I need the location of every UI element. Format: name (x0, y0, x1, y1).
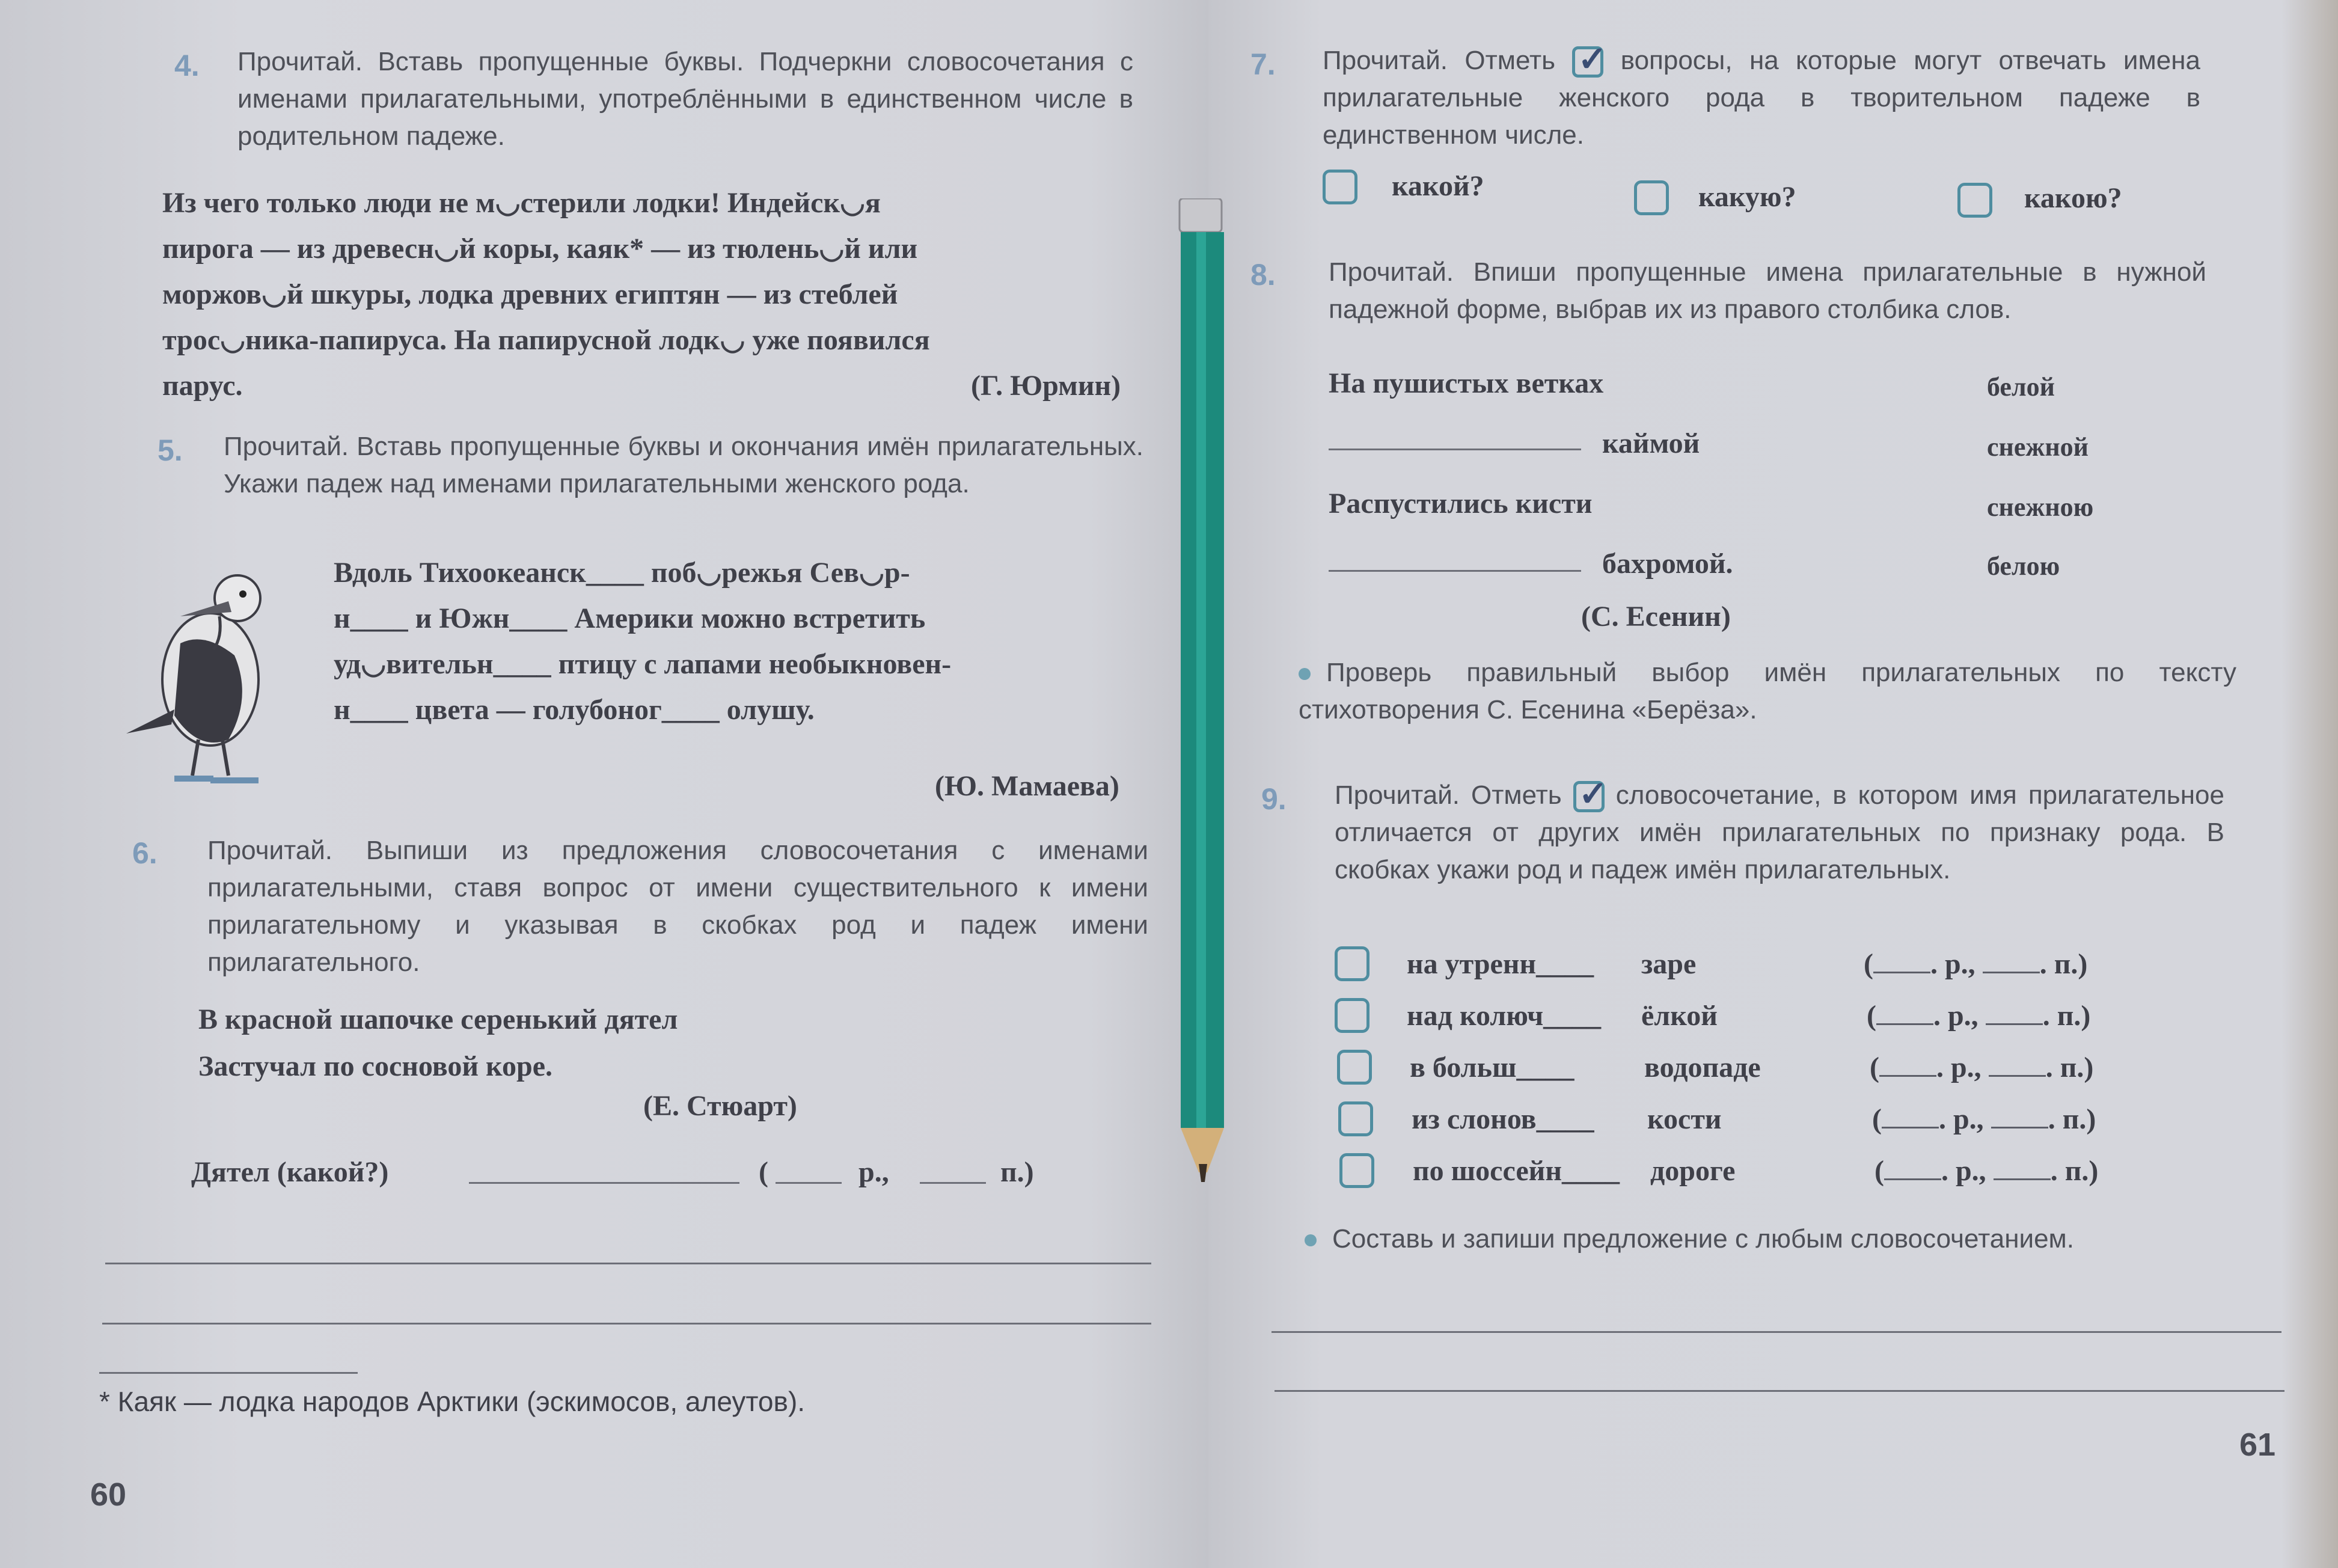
poem-line-1: На пушистых ветках (1329, 367, 1604, 399)
exercise-6-instruction: Прочитай. Выпиши из предложения словосочетания с именами прилагательными, ставя вопрос от имени существительного к имени прилагательному и указывая в скобках род и падеж имени прилагательного. (207, 836, 1148, 977)
page-number-60: 60 (90, 1477, 127, 1513)
exercise-6-poem-line-2: Застучал по сосновой коре. (198, 1050, 553, 1082)
exercise-7-instruction-before: Прочитай. Отметь (1323, 46, 1556, 75)
page-number-61: 61 (2239, 1427, 2276, 1463)
sample-checked-box-9 (1573, 774, 1608, 814)
word-choice-2: снежной (1987, 432, 2089, 462)
check-note-text: Проверь правильный выбор имён прилагательных по тексту стихотворения С. Есенина «Берёза». (1299, 658, 2236, 724)
writing-line-3[interactable] (1272, 1331, 2281, 1333)
exercise-5-line-2: н____ и Южн____ Америки можно встретить (334, 602, 926, 634)
exercise-6-gender-blank[interactable] (776, 1182, 842, 1184)
row-1-noun: заре (1641, 948, 1697, 980)
exercise-8-check-note (1299, 654, 2236, 729)
row-5-noun: дороге (1650, 1155, 1736, 1187)
row-2-paren: ( . р., . п.) (1867, 1000, 2091, 1032)
exercise-6-p-label: п.) (1000, 1156, 1034, 1188)
exercise-6-answer-blank[interactable] (469, 1182, 739, 1184)
exercise-5-text (334, 550, 1145, 733)
row-2-noun: ёлкой (1641, 1000, 1718, 1032)
exercise-4-line-4: трос◡ника-папируса. На папирусной лодк◡ уже появился (162, 324, 930, 356)
option-kakuyu: какую? (1698, 181, 1796, 213)
exercise-7-number: 7. (1250, 47, 1276, 81)
word-choice-4: белою (1987, 551, 2060, 581)
row-5-paren: ( . р., . п.) (1874, 1155, 2099, 1187)
exercise-4-author: (Г. Юрмин) (971, 370, 1121, 402)
poem-line-3: Распустились кисти (1329, 488, 1593, 519)
writing-line-2[interactable] (102, 1323, 1151, 1325)
exercise-7-instruction-after: вопросы, на которые могут отвечать имена прилагательные женского рода в творительном падеже в единственном числе. (1323, 46, 2200, 150)
exercise-5-instruction: Прочитай. Вставь пропущенные буквы и окончания имён прилагательных. Укажи падеж над именами прилагательными женского рода. (224, 432, 1143, 498)
row-2-adj: над колюч____ (1407, 1000, 1602, 1032)
writing-line-1[interactable] (105, 1263, 1151, 1264)
row-4-paren: ( . р., . п.) (1872, 1103, 2096, 1135)
exercise-4-line-1: Из чего только люди не м◡стерили лодки! Индейск◡я (162, 187, 881, 219)
poem-line-2: каймой (1602, 427, 1700, 459)
exercise-7-instruction (1323, 42, 2200, 154)
check-mark-icon: ✓ (1578, 40, 1607, 79)
exercise-9-instruction (1335, 774, 2224, 889)
exercise-8-number: 8. (1250, 258, 1276, 292)
row-1-paren: ( . р., . п.) (1864, 948, 2088, 980)
exercise-6-number: 6. (132, 836, 158, 870)
exercise-5-line-4: н____ цвета — голубоног____ олушу. (334, 694, 815, 726)
exercise-5-line-3: уд◡вительн____ птицу с лапами необыкновен- (334, 648, 952, 680)
poem-line-4: бахромой. (1602, 548, 1733, 580)
exercise-4-instruction: Прочитай. Вставь пропущенные буквы. Подчеркни словосочетания с именами прилагательными, употреблёнными в единственном числе в родительном падеже. (237, 47, 1133, 151)
checkbox-row-5[interactable] (1339, 1153, 1374, 1188)
checkbox-row-1[interactable] (1335, 946, 1369, 981)
row-3-adj: в больш____ (1410, 1052, 1574, 1083)
booby-bird-illustration (114, 559, 295, 794)
bullet-icon (1299, 668, 1311, 680)
checkbox-row-2[interactable] (1335, 998, 1369, 1033)
exercise-6-poem-line-1: В красной шапочке серенький дятел (198, 1003, 678, 1035)
footnote-separator (99, 1372, 358, 1374)
poem-blank-2[interactable] (1329, 570, 1581, 572)
exercise-9-instruction-before: Прочитай. Отметь (1335, 780, 1562, 810)
exercise-9-instruction-after: словосочетание, в котором имя прилагательное отличается от других имён прилагательных по признаку рода. В скобках укажи род и падеж имён прилагательных. (1335, 780, 2224, 884)
row-5-adj: по шоссейн____ (1413, 1155, 1620, 1187)
option-kakoyu: какою? (2024, 182, 2122, 214)
checkbox-row-4[interactable] (1338, 1101, 1373, 1136)
word-choice-3: снежною (1987, 492, 2094, 522)
check-mark-icon: ✓ (1578, 774, 1608, 814)
right-page (1208, 0, 2338, 1568)
bullet-icon (1305, 1234, 1317, 1246)
exercise-9-number: 9. (1261, 782, 1287, 816)
checkbox-row-3[interactable] (1337, 1050, 1372, 1085)
checkbox-kakoyu[interactable] (1957, 183, 1992, 218)
writing-line-4[interactable] (1275, 1390, 2284, 1392)
exercise-6-paren-open: ( (759, 1156, 768, 1188)
row-4-adj: из слонов____ (1412, 1103, 1594, 1135)
exercise-6-author: (Е. Стюарт) (643, 1090, 797, 1122)
exercise-8-author: (С. Есенин) (1581, 601, 1731, 632)
checkbox-kakoy[interactable] (1323, 170, 1357, 204)
exercise-4-line-5: парус. (162, 370, 243, 402)
exercise-6-case-blank[interactable] (920, 1182, 986, 1184)
exercise-6-r-label: р., (858, 1156, 889, 1188)
exercise-5-number: 5. (158, 433, 183, 467)
pencil-illustration (1178, 198, 1232, 1184)
exercise-5-author: (Ю. Мамаева) (935, 770, 1119, 802)
row-3-noun: водопаде (1644, 1052, 1761, 1083)
sample-checked-box (1572, 40, 1607, 79)
row-4-noun: кости (1647, 1103, 1722, 1135)
row-3-paren: ( . р., . п.) (1870, 1052, 2094, 1083)
exercise-6-answer-label: Дятел (какой?) (191, 1156, 389, 1188)
exercise-8-instruction: Прочитай. Впиши пропущенные имена прилагательные в нужной падежной форме, выбрав их из правого столбика слов. (1329, 257, 2206, 324)
exercise-5-line-1: Вдоль Тихоокеанск____ поб◡режья Сев◡р- (334, 557, 910, 589)
poem-blank-1[interactable] (1329, 449, 1581, 450)
row-1-adj: на утренн____ (1407, 948, 1594, 980)
task-note-text: Составь и запиши предложение с любым словосочетанием. (1332, 1224, 2075, 1254)
exercise-4-line-3: моржов◡й шкуры, лодка древних египтян — из стеблей (162, 278, 898, 310)
checkbox-kakuyu[interactable] (1634, 180, 1669, 215)
footnote: * Каяк — лодка народов Арктики (эскимосов, алеутов). (99, 1386, 806, 1417)
option-kakoy: какой? (1392, 170, 1484, 202)
exercise-9-task-note (1305, 1220, 2242, 1258)
word-choice-1: белой (1987, 372, 2055, 402)
exercise-4-number: 4. (174, 49, 200, 82)
exercise-4-line-2: пирога — из древесн◡й коры, каяк* — из тюлень◡й или (162, 233, 918, 265)
